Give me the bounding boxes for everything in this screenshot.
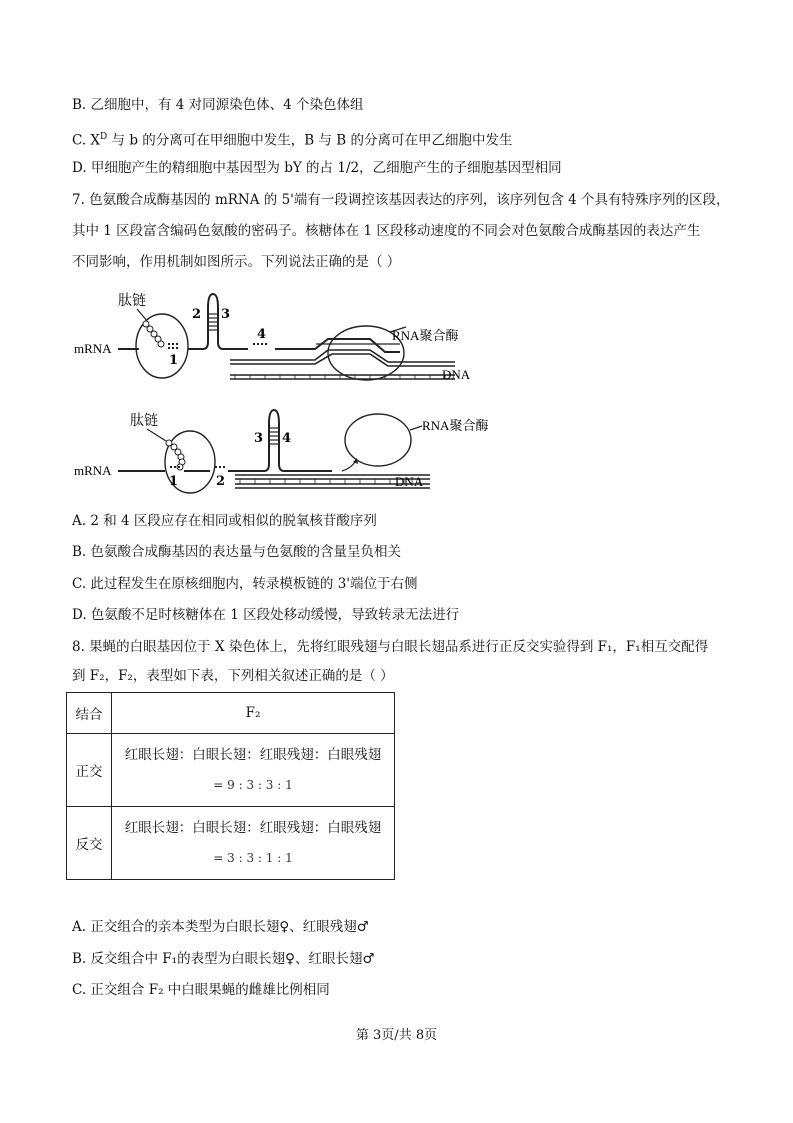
table-row-cell bbox=[112, 807, 395, 880]
question-8-line-1: 8. 果蝇的白眼基因位于 X 染色体上，先将红眼残翅与白眼长翅品系进行正反交实验得到 F₁，F₁相互交配得 bbox=[72, 639, 709, 655]
question-7-line-1: 7. 色氨酸合成酶基因的 mRNA 的 5'端有一段调控该基因表达的序列，该序列包含 4 个具有特殊序列的区段， bbox=[72, 192, 730, 208]
peptide-label: 肽链 bbox=[118, 293, 146, 309]
question-7-line-3: 不同影响，作用机制如图所示。下列说法正确的是（ ） bbox=[72, 254, 401, 270]
ratio-text: = 3 : 3 : 1 : 1 bbox=[213, 851, 293, 865]
region-4-label: 4 bbox=[257, 327, 267, 342]
question-7-option-c: C. 此过程发生在原核细胞内，转录模板链的 3'端位于右侧 bbox=[72, 576, 418, 592]
table-row-label: 正交 bbox=[67, 734, 112, 807]
region-1-label-2: 1 bbox=[169, 474, 179, 489]
f2-phenotype-table bbox=[66, 692, 395, 880]
rna-polymerase-icon-2 bbox=[345, 414, 411, 466]
table-row bbox=[67, 734, 395, 807]
region-2-label-2: 2 bbox=[216, 474, 226, 489]
page-footer: 第 3页/共 8页 bbox=[355, 1028, 438, 1043]
ratio-text: = 9 : 3 : 3 : 1 bbox=[213, 778, 293, 792]
table-row bbox=[67, 807, 395, 880]
phenotype-text: 红眼长翅：白眼长翅：红眼残翅：白眼残翅 bbox=[124, 747, 382, 763]
region-1-label: 1 bbox=[169, 353, 179, 368]
option-c-text: 与 b 的分离可在甲细胞中发生，B 与 B 的分离可在甲乙细胞中发生 bbox=[107, 132, 513, 149]
dna-label: DNA bbox=[442, 367, 471, 382]
peptide-label-2: 肽链 bbox=[130, 413, 158, 429]
question-7-option-b: B. 色氨酸合成酶基因的表达量与色氨酸的含量呈负相关 bbox=[72, 544, 402, 560]
question-8-option-c: C. 正交组合 F₂ 中白眼果蝇的雌雄比例相同 bbox=[72, 982, 330, 998]
mrna-label: mRNA bbox=[74, 341, 112, 356]
mrna-label-2: mRNA bbox=[74, 463, 112, 478]
option-c-superscript: D bbox=[100, 132, 108, 142]
region-4-label-2: 4 bbox=[282, 431, 292, 446]
region-3-label: 3 bbox=[221, 307, 231, 322]
phenotype-text: 红眼长翅：白眼长翅：红眼残翅：白眼残翅 bbox=[124, 820, 382, 836]
table-header-row bbox=[67, 693, 395, 734]
table-header-cross: 结合 bbox=[67, 693, 112, 734]
question-7-option-d: D. 色氨酸不足时核糖体在 1 区段处移动缓慢，导致转录无法进行 bbox=[72, 607, 460, 623]
rna-polymerase-label: RNA聚合酶 bbox=[392, 328, 459, 343]
option-b-line: B. 乙细胞中，有 4 对同源染色体、4 个染色体组 bbox=[72, 97, 364, 113]
table-row-cell bbox=[112, 734, 395, 807]
attenuation-diagram-bottom bbox=[70, 404, 510, 504]
table-header-f2: F₂ bbox=[112, 693, 395, 734]
option-c-line bbox=[72, 128, 513, 150]
table-row-label: 反交 bbox=[67, 807, 112, 880]
question-8-option-b: B. 反交组合中 F₁的表型为白眼长翅♀、红眼长翅♂ bbox=[72, 951, 375, 967]
dna-label-2: DNA bbox=[395, 474, 424, 489]
region-2-label: 2 bbox=[192, 307, 202, 322]
region-3-label-2: 3 bbox=[254, 431, 264, 446]
attenuation-diagram-top bbox=[70, 282, 510, 397]
question-8-line-2: 到 F₂，F₂，表型如下表，下列相关叙述正确的是（ ） bbox=[72, 668, 394, 684]
option-c-prefix: C. X bbox=[72, 132, 101, 149]
rna-polymerase-label-2: RNA聚合酶 bbox=[422, 418, 489, 433]
question-8-option-a: A. 正交组合的亲本类型为白眼长翅♀、红眼残翅♂ bbox=[72, 919, 369, 935]
option-d-line: D. 甲细胞产生的精细胞中基因型为 bY 的占 1/2，乙细胞产生的子细胞基因型相同 bbox=[72, 160, 562, 176]
question-7-line-2: 其中 1 区段富含编码色氨酸的密码子。核糖体在 1 区段移动速度的不同会对色氨酸合成酶基因的表达产生 bbox=[72, 223, 701, 239]
question-7-option-a: A. 2 和 4 区段应存在相同或相似的脱氧核苷酸序列 bbox=[72, 513, 377, 529]
